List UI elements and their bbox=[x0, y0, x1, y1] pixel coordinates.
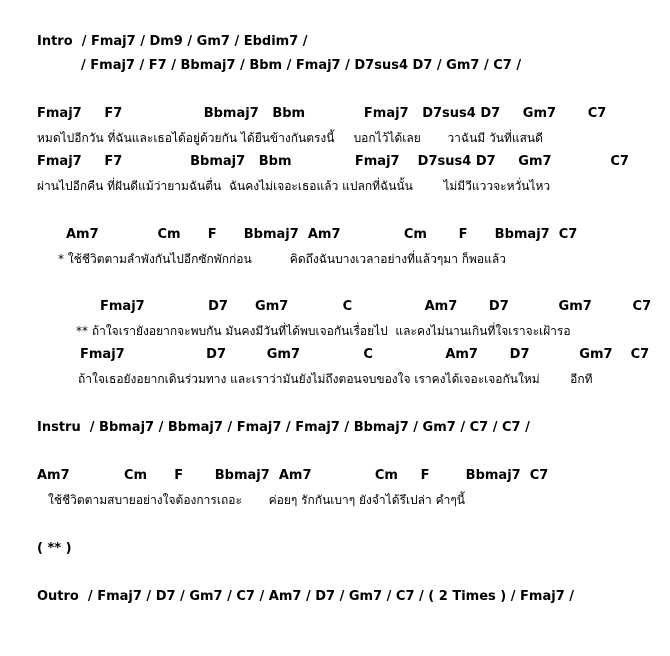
verse1-lyric-2: ผ่านไปอีกคืน ที่ฝันดีแม้ว่ายามฉันตื่น ฉันคงไม่เจอะเธอแล้ว แปลกที่ฉันนั้น ไม่มีวีแววจะหวั่นไหว bbox=[37, 179, 551, 193]
chorus-repeat-marker: ( ** ) bbox=[37, 541, 72, 556]
verse1-lyric-1: หมดไปอีกวัน ที่ฉันและเธอได้อยู่ด้วยกัน ได้ยืนข้างกันตรงนี้ บอกไว้ได้เลย วาฉันมี วันที่แสนดี bbox=[37, 131, 543, 145]
chorus-chords-1: Fmaj7 D7 Gm7 C Am7 D7 Gm7 C7 bbox=[100, 299, 652, 314]
chorus-lyric-2: ถ้าใจเธอยังอยากเดินร่วมทาง และเราว่ามันยังไม่ถึงตอนจบของใจ เราคงได้เจอะเจอกันใหม่ อีกที bbox=[78, 372, 593, 386]
verse1-chords-2: Fmaj7 F7 Bbmaj7 Bbm Fmaj7 D7sus4 D7 Gm7 C7 bbox=[37, 154, 629, 169]
outro-line: Outro / Fmaj7 / D7 / Gm7 / C7 / Am7 / D7 / Gm7 / C7 / ( 2 Times ) / Fmaj7 / bbox=[37, 589, 575, 604]
verse1-chords-1: Fmaj7 F7 Bbmaj7 Bbm Fmaj7 D7sus4 D7 Gm7 C7 bbox=[37, 106, 607, 121]
intro-line-2: / Fmaj7 / F7 / Bbmaj7 / Bbm / Fmaj7 / D7sus4 D7 / Gm7 / C7 / bbox=[81, 58, 522, 73]
chorus-lyric-1: ** ถ้าใจเรายังอยากจะพบกัน มันคงมีวันที่ได้พบเจอกันเรื่อยไป และคงไม่นานเกินที่ใจเราจะเฝ้ารอ bbox=[76, 324, 571, 338]
intro-line-1: Intro / Fmaj7 / Dm9 / Gm7 / Ebdim7 / bbox=[37, 34, 308, 49]
chorus-chords-2: Fmaj7 D7 Gm7 C Am7 D7 Gm7 C7 bbox=[80, 347, 650, 362]
prechorus-chords: Am7 Cm F Bbmaj7 Am7 Cm F Bbmaj7 C7 bbox=[66, 227, 578, 242]
prechorus-lyric: * ใช้ชีวิตตามลำพังกันไปอีกซักพักก่อน คิดถึงฉันบางเวลาอย่างที่แล้วๆมา ก็พอแล้ว bbox=[58, 252, 506, 266]
verse2-chords: Am7 Cm F Bbmaj7 Am7 Cm F Bbmaj7 C7 bbox=[37, 468, 549, 483]
verse2-lyric: ใช้ชีวิตตามสบายอย่างใจต้องการเถอะ ค่อยๆ รักกันเบาๆ ยังจำได้รึเปล่า คำๆนี้ bbox=[48, 493, 465, 507]
instrumental-line: Instru / Bbmaj7 / Bbmaj7 / Fmaj7 / Fmaj7 / Bbmaj7 / Gm7 / C7 / C7 / bbox=[37, 420, 530, 435]
